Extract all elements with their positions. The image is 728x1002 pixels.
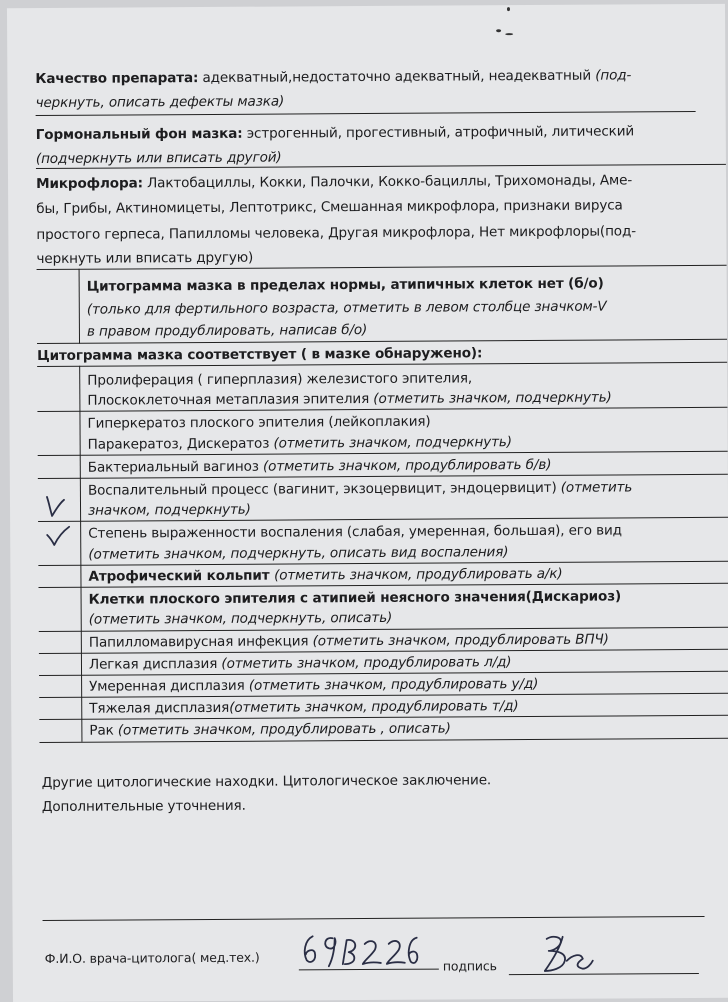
row-inflammation-degree-line-2: (отметить значком, подчеркнуть, описать вид воспаления): [88, 544, 509, 563]
quality-hint-start: (под-: [595, 67, 632, 84]
row-cancer-text: Рак: [89, 722, 118, 739]
hormonal-options: эстрогенный, прогестивный, атрофичный, литический: [242, 123, 635, 142]
check-mark-inflammation-degree: [44, 520, 74, 550]
row-cancer-hint: (отметить значком, продублировать , описать): [117, 720, 451, 739]
hormonal-line-1: [36, 122, 634, 144]
microflora-options: Лактобациллы, Кокки, Палочки, Кокко-бациллы, Трихомонады, Аме-: [142, 172, 633, 192]
footer-divider: [43, 916, 705, 921]
row-severe-dysplasia-text: Тяжелая дисплазия: [89, 699, 230, 717]
hormonal-title: Гормональный фон мазка:: [35, 125, 243, 144]
row-inflammation-degree-line-1: Степень выраженности воспаления (слабая, умеренная, большая), его вид: [88, 522, 622, 542]
row-proliferation-text: Плоскоклеточная метаплазия эпителия: [87, 390, 374, 409]
row-mild-dysplasia-text: Легкая дисплазия: [88, 655, 222, 673]
row-inflammation-line-2: значком, подчеркнуть): [87, 501, 251, 519]
doctor-name-label: Ф.И.О. врача-цитолога( мед.тех.): [44, 949, 260, 966]
divider: [36, 111, 696, 116]
quality-options: адекватный,недостаточно адекватный, неадекватный: [198, 67, 596, 87]
row-dyskaryosis-line-2: (отметить значком, подчеркнуть, описать): [88, 609, 393, 628]
row-vaginosis-text: Бактериальный вагиноз: [87, 458, 264, 476]
microflora-line-3: простого герпеса, Папилломы человека, Другая микрофлора, Нет микрофлоры(под-: [36, 223, 637, 244]
hormonal-line-2: (подчеркнуть или вписать другой): [35, 149, 282, 168]
row-vaginosis-hint: (отметить значком, продублировать б/в): [262, 456, 552, 475]
table-column-divider: [79, 269, 80, 344]
row-proliferation-hint: (отметить значком, подчеркнуть): [373, 389, 612, 407]
scan-speck: [505, 33, 513, 35]
row-cancer-line-1: [89, 720, 450, 740]
handwritten-signature: [537, 931, 597, 977]
corresponds-title: Цитограмма мазка соответствует ( в мазке обнаружено):: [37, 345, 483, 365]
row-hpv-text: Папилломавирусная инфекция: [88, 633, 313, 651]
quality-title: Качество препарата:: [35, 70, 199, 88]
signature-label: подпись: [442, 958, 497, 974]
norm-line-1: Цитограмма мазка в пределах нормы, атипичных клеток нет (б/о): [86, 275, 604, 295]
row-inflammation-hint: (отметить: [560, 479, 633, 496]
row-hyperkeratosis-line-2: [88, 433, 512, 454]
scan-speck: [507, 7, 510, 11]
row-dyskaryosis-line-1: Клетки плоского эпителия с атипией неясного значения(Дискариоз): [88, 588, 622, 608]
microflora-line-1: [36, 171, 632, 193]
row-proliferation-line-2: [87, 389, 611, 410]
row-hyperkeratosis-line-1: Гиперкератоз плоского эпителия (лейкоплакия): [87, 413, 431, 432]
row-mild-dysplasia-line-1: [89, 653, 512, 674]
row-severe-dysplasia-hint: (отметить значком, продублировать т/д): [229, 698, 519, 716]
handwritten-doctor-code: [299, 928, 419, 973]
row-atrophic-hint: (отметить значком, продублировать а/к): [274, 565, 563, 584]
row-moderate-dysplasia-hint: (отметить значком, продублировать у/д): [248, 675, 539, 694]
row-vaginosis-line-1: [88, 456, 552, 477]
row-moderate-dysplasia-line-1: [89, 675, 538, 696]
norm-line-3: в правом продублировать, написав б/о): [86, 322, 368, 340]
microflora-title: Микрофлора:: [35, 175, 143, 193]
row-hyperkeratosis-hint: (отметить значком, подчеркнуть): [273, 434, 512, 452]
table-column-divider: [79, 366, 82, 742]
document-page: [7, 4, 728, 1002]
other-findings-line-2: Дополнительные уточнения.: [41, 797, 246, 816]
row-hyperkeratosis-text: Паракератоз, Дискератоз: [87, 435, 274, 453]
row-proliferation-line-1: Пролиферация ( гиперплазия) железистого эпителия,: [87, 370, 473, 389]
row-mild-dysplasia-hint: (отметить значком, продублировать л/д): [221, 654, 512, 672]
row-atrophic-line-1: [88, 565, 562, 586]
row-severe-dysplasia-line-1: [89, 697, 518, 718]
row-inflammation-line-1: [88, 478, 632, 499]
row-hpv-line-1: [89, 631, 609, 652]
row-moderate-dysplasia-text: Умеренная дисплазия: [89, 677, 249, 695]
row-inflammation-text: Воспалительный процесс (вагинит, экзоцервицит, эндоцервицит): [87, 479, 561, 499]
norm-line-2: (только для фертильного возраста, отметить в левом столбце значком-V: [86, 298, 607, 318]
quality-line-2: черкнуть, описать дефекты мазка): [35, 93, 285, 112]
microflora-line-4: черкнуть или вписать другую): [36, 249, 254, 268]
row-atrophic-text: Атрофический кольпит: [88, 567, 275, 585]
other-findings-line-1: Другие цитологические находки. Цитологическое заключение.: [41, 772, 492, 792]
microflora-line-2: бы, Грибы, Актиномицеты, Лептотрикс, Смешанная микрофлора, признаки вируса: [36, 197, 623, 218]
row-hpv-hint: (отметить значком, продублировать ВПЧ): [312, 631, 609, 650]
scan-speck: [496, 29, 501, 32]
quality-line-1: [35, 66, 631, 88]
